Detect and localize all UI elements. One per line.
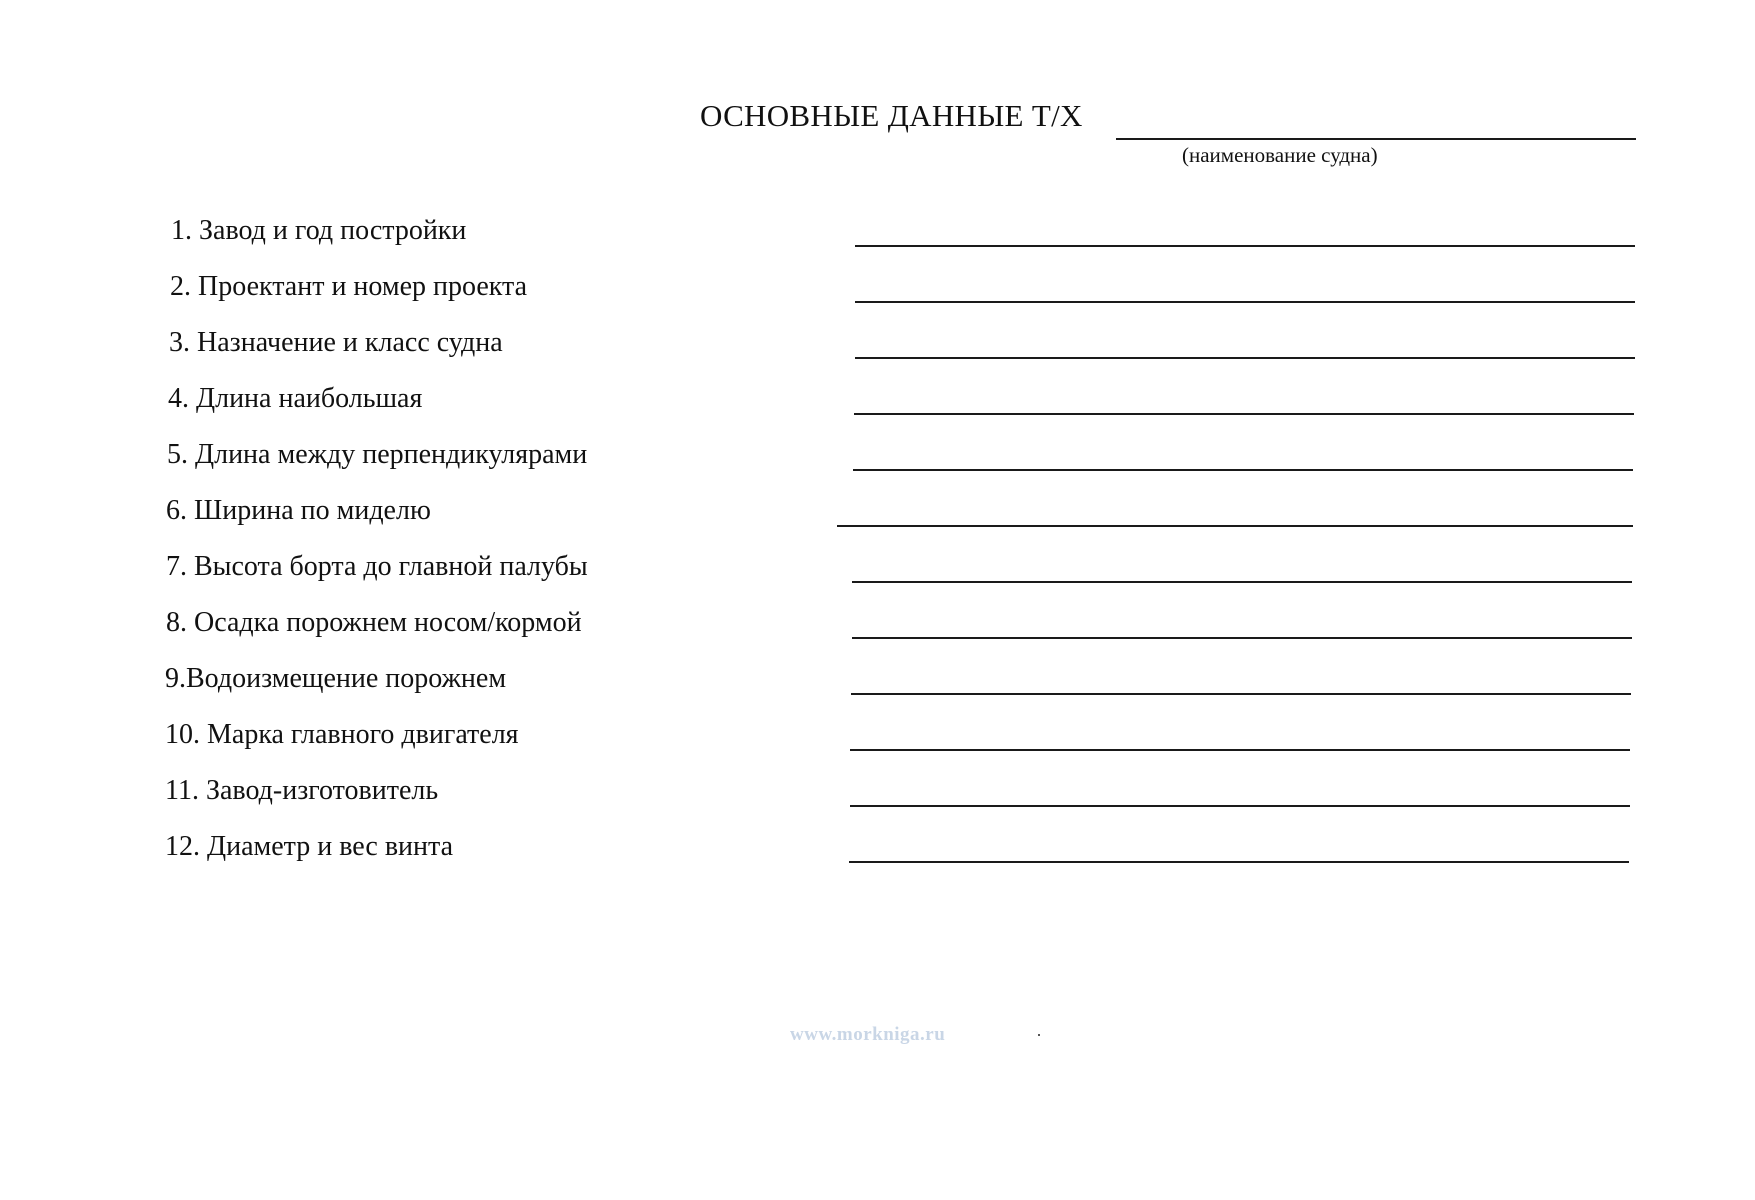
field-label-12: 12. Диаметр и вес винта	[165, 831, 454, 862]
form-title: ОСНОВНЫЕ ДАННЫЕ Т/Х	[700, 98, 1083, 133]
field-row-5	[0, 439, 1755, 479]
field-line-1[interactable]	[855, 245, 1635, 247]
field-row-8	[0, 607, 1755, 647]
field-line-3[interactable]	[855, 357, 1635, 359]
field-row-7	[0, 551, 1755, 591]
field-label-2: 2. Проектант и номер проекта	[170, 271, 528, 302]
field-line-4[interactable]	[854, 413, 1634, 415]
field-row-6	[0, 495, 1755, 535]
field-label-10: 10. Марка главного двигателя	[165, 719, 519, 750]
field-row-12	[0, 831, 1755, 871]
watermark-text: www.morkniga.ru	[790, 1024, 946, 1045]
field-label-6: 6. Ширина по миделю	[166, 495, 431, 526]
field-row-9	[0, 663, 1755, 703]
field-label-7: 7. Высота борта до главной палубы	[166, 551, 588, 582]
field-line-5[interactable]	[853, 469, 1633, 471]
field-row-11	[0, 775, 1755, 815]
field-label-3: 3. Назначение и класс судна	[169, 327, 503, 358]
field-label-5: 5. Длина между перпендикулярами	[167, 439, 588, 470]
field-row-4	[0, 383, 1755, 423]
field-line-9[interactable]	[851, 693, 1631, 695]
field-line-6[interactable]	[837, 525, 1633, 527]
field-row-1	[0, 215, 1755, 255]
field-label-11: 11. Завод-изготовитель	[165, 775, 439, 806]
field-row-3	[0, 327, 1755, 367]
field-line-12[interactable]	[849, 861, 1629, 863]
vessel-name-caption: (наименование судна)	[1182, 143, 1378, 167]
field-line-7[interactable]	[852, 581, 1632, 583]
field-label-1: 1. Завод и год постройки	[171, 215, 467, 246]
field-line-8[interactable]	[852, 637, 1632, 639]
field-label-4: 4. Длина наибольшая	[168, 383, 423, 414]
field-label-9: 9.Водоизмещение порожнем	[165, 663, 507, 694]
field-label-8: 8. Осадка порожнем носом/кормой	[166, 607, 582, 638]
field-row-10	[0, 719, 1755, 759]
field-line-11[interactable]	[850, 805, 1630, 807]
field-line-10[interactable]	[850, 749, 1630, 751]
scan-dot	[1038, 1034, 1040, 1036]
field-line-2[interactable]	[855, 301, 1635, 303]
field-row-2	[0, 271, 1755, 311]
